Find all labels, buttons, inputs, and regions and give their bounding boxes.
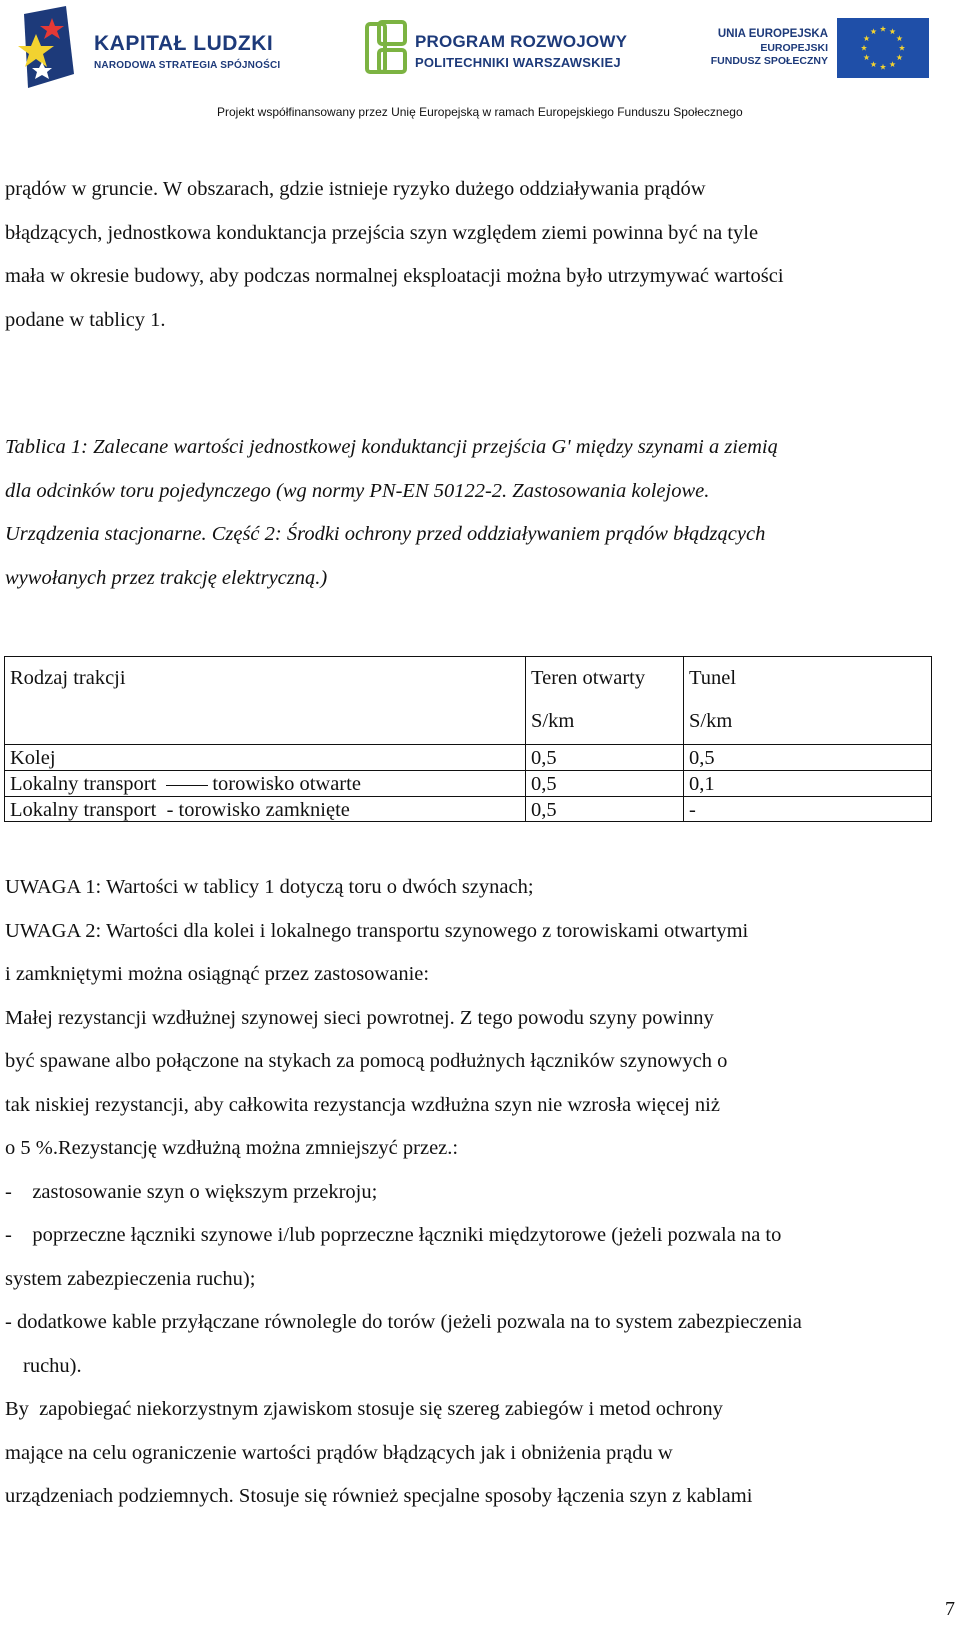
cell-tunnel: - — [683, 797, 931, 821]
cell-tunnel: 0,5 — [683, 745, 931, 770]
eu-line-3: FUNDUSZ SPOŁECZNY — [710, 55, 828, 67]
table-caption-line: dla odcinków toru pojedynczego (wg normy PN-EN 50122-2. Zastosowania kolejowe. — [5, 479, 710, 502]
note-line: ruchu). — [23, 1354, 82, 1377]
cell-type: Lokalny transport - torowisko zamknięte — [10, 799, 350, 821]
kapital-ludzki-subtitle: NARODOWA STRATEGIA SPÓJNOŚCI — [94, 60, 281, 71]
cell-type: Kolej — [10, 747, 56, 769]
program-rozwojowy-logo — [365, 18, 655, 88]
paragraph-line: podane w tablicy 1. — [5, 308, 166, 331]
header-cell-tunnel: Tunel S/km — [683, 657, 931, 744]
note-line: UWAGA 2: Wartości dla kolei i lokalnego transportu szynowego z torowiskami otwartymi — [5, 919, 749, 942]
note-line: i zamkniętymi można osiągnąć przez zastosowanie: — [5, 963, 430, 985]
page-number: 7 — [945, 1598, 955, 1620]
page-header — [0, 0, 960, 125]
kapital-ludzki-emblem-icon — [14, 4, 86, 92]
cell-tunnel: 0,1 — [683, 771, 931, 796]
paragraph-line: mała w okresie budowy, aby podczas normalnej eksploatacji można było utrzymywać wartości — [5, 265, 784, 287]
header-cell-type: Rodzaj trakcji — [10, 667, 126, 689]
note-line: być spawane albo połączone na stykach za pomocą podłużnych łączników szynowych o — [5, 1050, 728, 1072]
program-rozwojowy-emblem-icon — [365, 20, 409, 76]
cell-open: 0,5 — [525, 771, 683, 796]
document-body — [5, 168, 955, 600]
cell-type: Lokalny transport torowisko otwarte — [10, 773, 361, 795]
note-line: Małej rezystancji wzdłużnej szynowej sieci powrotnej. Z tego powodu szyny powinny — [5, 1006, 714, 1029]
note-line: urządzeniach podziemnych. Stosuje się również specjalne sposoby łączenia szyn z kablami — [5, 1485, 753, 1507]
note-line: By zapobiegać niekorzystnym zjawiskom stosuje się szereg zabiegów i metod ochrony — [5, 1398, 723, 1420]
kapital-ludzki-title: KAPITAŁ LUDZKI — [94, 32, 274, 55]
notes-section — [5, 866, 955, 1519]
cell-open: 0,5 — [525, 797, 683, 821]
eu-logo — [700, 18, 935, 88]
table-caption-line: wywołanych przez trakcję elektryczną.) — [5, 566, 328, 589]
list-item: - dodatkowe kable przyłączane równolegle do torów (jeżeli pozwala na to system zabezpieczenia — [5, 1311, 802, 1333]
note-line: mające na celu ograniczenie wartości prądów błądzących jak i obniżenia prądu w — [5, 1441, 673, 1464]
table-caption-line: Urządzenia stacjonarne. Część 2: Środki ochrony przed oddziaływaniem prądów błądzących — [5, 523, 766, 545]
note-line: system zabezpieczenia ruchu); — [5, 1267, 256, 1290]
list-item: - zastosowanie szyn o większym przekroju; — [5, 1180, 378, 1203]
kapital-ludzki-logo — [14, 4, 304, 96]
conductance-table — [4, 656, 932, 822]
long-dash — [166, 785, 208, 787]
list-item: - poprzeczne łączniki szynowe i/lub poprzeczne łączniki międzytorowe (jeżeli pozwala na to — [5, 1224, 782, 1246]
note-line: o 5 %.Rezystancję wzdłużną można zmniejszyć przez.: — [5, 1137, 459, 1159]
program-line-1: PROGRAM ROZWOJOWY — [415, 32, 628, 51]
paragraph-line: błądzących, jednostkowa konduktancja przejścia szyn względem ziemi powinna być na tyle — [5, 221, 759, 244]
cell-open: 0,5 — [525, 745, 683, 770]
note-line: tak niskiej rezystancji, aby całkowita rezystancja wzdłużna szyn nie wzrosła więcej niż — [5, 1093, 720, 1116]
paragraph-line: prądów w gruncie. W obszarach, gdzie istnieje ryzyko dużego oddziaływania prądów — [5, 178, 706, 200]
eu-line-1: UNIA EUROPEJSKA — [717, 28, 828, 40]
program-line-2: POLITECHNIKI WARSZAWSKIEJ — [415, 55, 621, 70]
table-header-row — [4, 656, 932, 744]
cofinance-note: Projekt współfinansowany przez Unię Europejską w ramach Europejskiego Funduszu Społecznego — [217, 105, 743, 119]
header-cell-open: Teren otwarty S/km — [525, 657, 683, 744]
note-line: UWAGA 1: Wartości w tablicy 1 dotyczą toru o dwóch szynach; — [5, 876, 534, 898]
table-row — [4, 796, 932, 822]
eu-flag-icon — [837, 18, 929, 78]
table-row — [4, 770, 932, 796]
table-row — [4, 744, 932, 770]
eu-line-2: EUROPEJSKI — [760, 42, 828, 54]
table-caption-line: Tablica 1: Zalecane wartości jednostkowej konduktancji przejścia G' między szynami a ziemią — [5, 436, 778, 458]
